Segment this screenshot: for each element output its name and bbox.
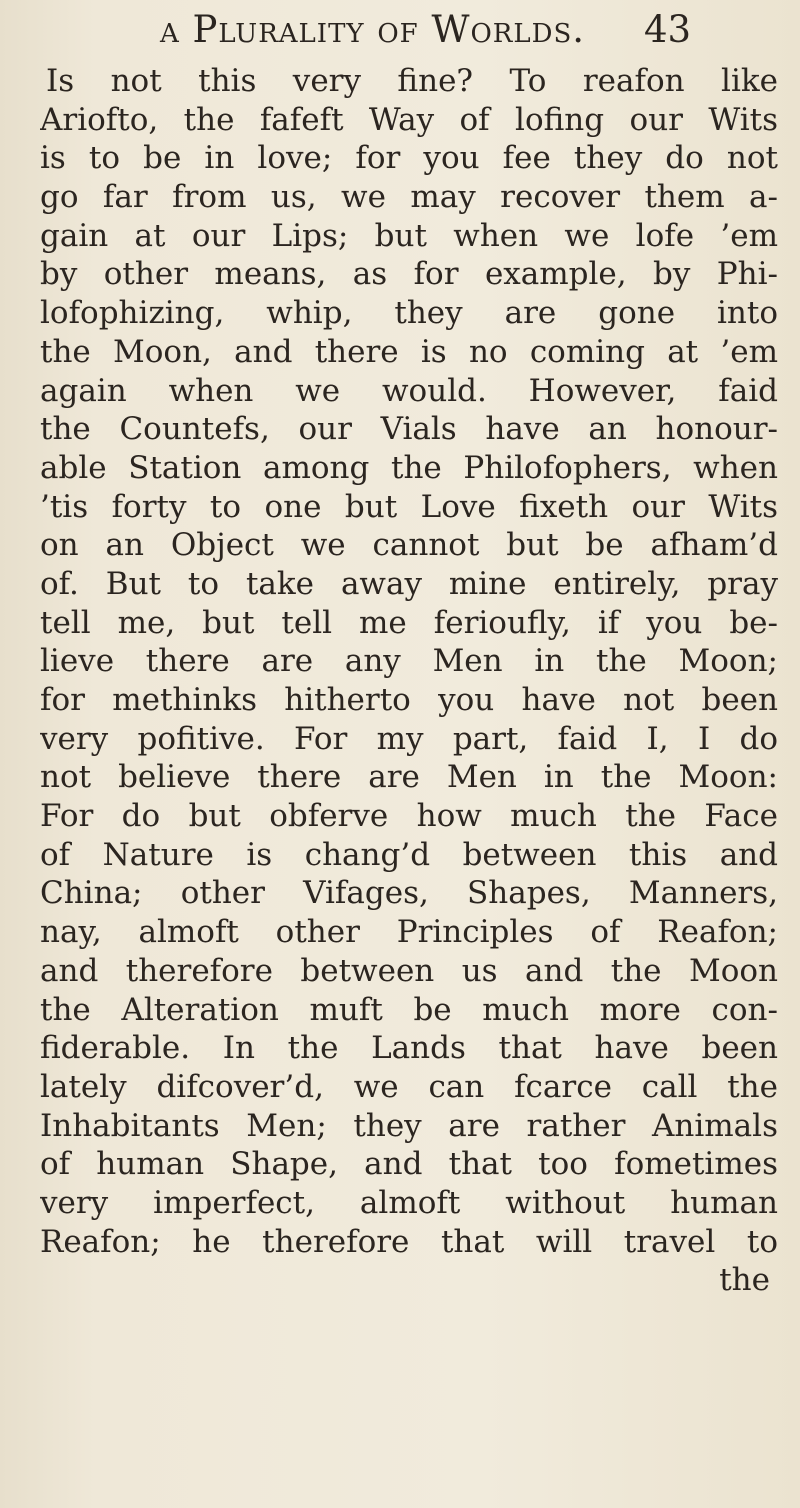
page-number: 43 [644,8,692,51]
text-line: the Alteration muft be much more con- [40,991,778,1028]
text-line: the Moon, and there is no coming at ’em [40,333,778,370]
running-head [0,8,800,58]
text-line: and therefore between us and the Moon [40,952,778,989]
text-line: of. But to take away mine entirely, pray [40,565,778,602]
text-line: the Countefs, our Vials have an honour- [40,411,778,448]
text-line: go far from us, we may recover them a- [40,179,778,216]
text-line: able Station among the Philofophers, when [40,449,778,486]
text-line: not believe there are Men in the Moon: [40,759,778,796]
text-line: For do but obferve how much the Face [40,798,778,835]
text-line: very imperfect, almoft without human [40,1184,778,1221]
text-line: Ariofto, the fafeft Way of lofing our Wits [40,101,778,138]
text-line: of Nature is chang’d between this and [40,836,778,873]
text-line: lofophizing, whip, they are gone into [40,295,778,332]
running-title: a Plurality of Worlds. [160,8,586,51]
text-line: by other means, as for example, by Phi- [40,256,778,293]
body-text [40,62,778,1300]
text-line: on an Object we cannot but be afham’d [40,527,778,564]
text-line: ’tis forty to one but Love fixeth our Wits [40,488,778,525]
text-line: lately difcover’d, we can fcarce call the [40,1068,778,1105]
text-line: Is not this very fine? To reafon like [46,63,778,99]
text-line: Reafon; he therefore that will travel to [40,1223,778,1260]
text-line: lieve there are any Men in the Moon; [40,643,778,680]
text-line: again when we would. However, faid [40,372,778,409]
text-line: China; other Vifages, Shapes, Manners, [40,875,778,912]
text-line: of human Shape, and that too fometimes [40,1146,778,1183]
text-line: Inhabitants Men; they are rather Animals [40,1107,778,1144]
text-line: for methinks hitherto you have not been [40,682,778,718]
text-line: fiderable. In the Lands that have been [40,1030,778,1067]
text-line: is to be in love; for you fee they do not [40,140,778,177]
text-line: gain at our Lips; but when we lofe ’em [40,217,778,254]
text-line: nay, almoft other Principles of Reafon; [40,914,778,951]
text-line: tell me, but tell me ferioufly, if you be- [40,604,778,641]
text-line: very pofitive. For my part, faid I, I do [40,720,778,757]
catchword: the [719,1262,770,1299]
